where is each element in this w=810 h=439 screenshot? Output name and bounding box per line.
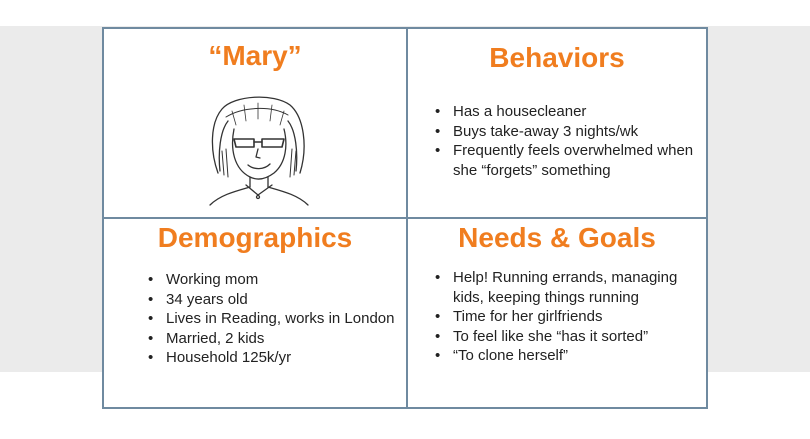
- demographics-list: [146, 270, 396, 368]
- persona-name: “Mary”: [208, 40, 302, 71]
- list-item: • Married, 2 kids: [146, 329, 396, 349]
- list-item: • Time for her girlfriends: [433, 307, 701, 327]
- list-item: • Buys take-away 3 nights/wk: [433, 122, 698, 142]
- list-item: • Working mom: [146, 270, 396, 290]
- list-item: • Help! Running errands, managing kids, keeping things running: [433, 268, 701, 307]
- woman-portrait-sketch-icon: [196, 91, 320, 206]
- demographics-quadrant: [104, 219, 406, 407]
- list-item: • Lives in Reading, works in London: [146, 309, 396, 329]
- list-item: • To feel like she “has it sorted”: [433, 327, 701, 347]
- needs-goals-list: [433, 268, 701, 366]
- list-item: • “To clone herself”: [433, 346, 701, 366]
- needs-goals-title: Needs & Goals: [458, 222, 656, 253]
- persona-card: [102, 27, 708, 409]
- needs-goals-quadrant: [408, 219, 706, 407]
- behaviors-list: [433, 102, 698, 180]
- list-item: • 34 years old: [146, 290, 396, 310]
- behaviors-title: Behaviors: [489, 42, 625, 73]
- list-item: • Has a housecleaner: [433, 102, 698, 122]
- demographics-title: Demographics: [157, 222, 353, 253]
- behaviors-quadrant: [408, 29, 706, 217]
- persona-quadrant: [104, 29, 406, 217]
- list-item: • Frequently feels overwhelmed when she “forgets” something: [433, 141, 698, 180]
- list-item: • Household 125k/yr: [146, 348, 396, 368]
